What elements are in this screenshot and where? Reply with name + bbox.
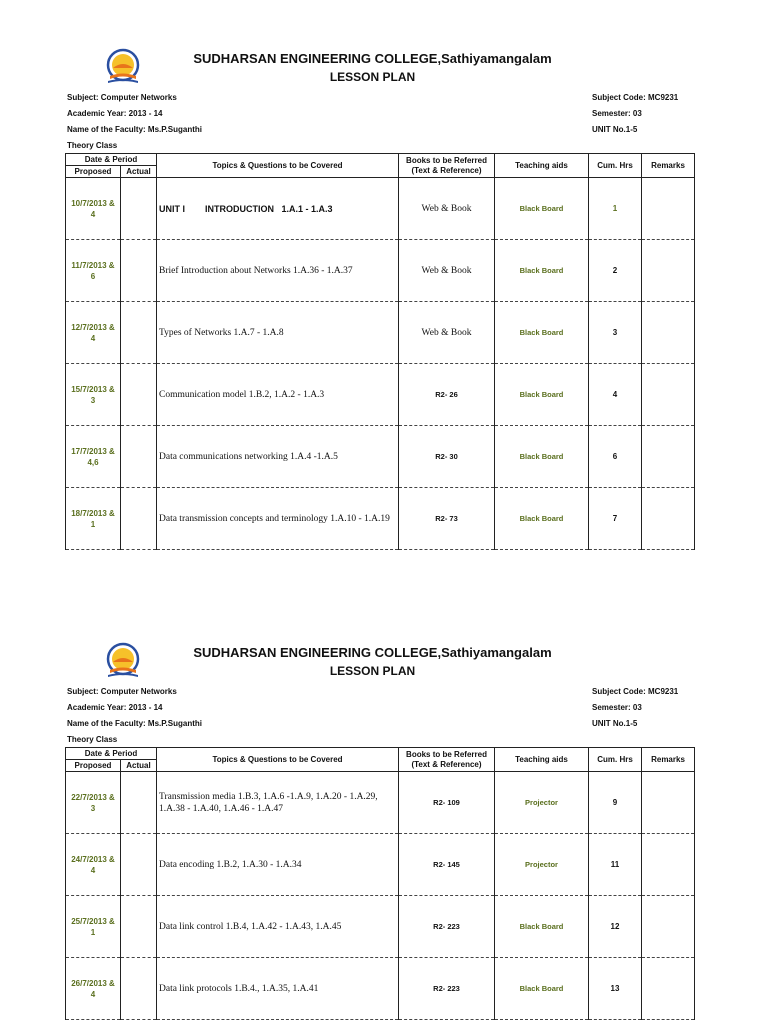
subject: Subject: Computer Networks: [67, 687, 177, 696]
teaching-aid: Black Board: [495, 958, 589, 1020]
remarks: [642, 364, 695, 426]
subject: Subject: Computer Networks: [67, 93, 177, 102]
topics-header: Topics & Questions to be Covered: [157, 154, 399, 178]
date-period-header: Date & Period: [66, 154, 157, 166]
cum-hrs: 7: [589, 488, 642, 550]
cum-hrs: 12: [589, 896, 642, 958]
cum-hrs: 11: [589, 834, 642, 896]
proposed-date-line1: 26/7/2013 &: [71, 978, 115, 988]
topic: Data communications networking 1.A.4 -1.A.5: [157, 426, 399, 488]
proposed-date-line1: 22/7/2013 &: [71, 792, 115, 802]
proposed-period: 3: [90, 803, 96, 813]
teaching-aids-header: Teaching aids: [495, 154, 589, 178]
topic: Data transmission concepts and terminology 1.A.10 - 1.A.19: [157, 488, 399, 550]
remarks: [642, 834, 695, 896]
remarks: [642, 426, 695, 488]
semester: Semester: 03: [592, 703, 642, 712]
unit-number: UNIT No.1-5: [592, 125, 638, 134]
lesson-plan-table: [65, 153, 695, 550]
cum-hrs: 6: [589, 426, 642, 488]
cum-hrs: 3: [589, 302, 642, 364]
topic: Brief Introduction about Networks 1.A.36 - 1.A.37: [157, 240, 399, 302]
book-reference: R2- 145: [399, 834, 495, 896]
academic-year: Academic Year: 2013 - 14: [67, 703, 163, 712]
table-row: [66, 896, 695, 958]
table-row: [66, 240, 695, 302]
cum-hrs-header: Cum. Hrs: [589, 154, 642, 178]
remarks: [642, 488, 695, 550]
proposed-date-line1: 11/7/2013 &: [71, 260, 115, 270]
topic: UNIT I INTRODUCTION 1.A.1 - 1.A.3: [157, 178, 399, 240]
proposed-period: 1: [90, 519, 96, 529]
lesson-plan-page-2: [0, 594, 768, 1024]
topic: Data link protocols 1.B.4., 1.A.35, 1.A.41: [157, 958, 399, 1020]
book-reference: R2- 223: [399, 958, 495, 1020]
proposed-date: [66, 488, 121, 550]
proposed-date: [66, 834, 121, 896]
proposed-date-line1: 25/7/2013 &: [71, 916, 115, 926]
lesson-plan-title: LESSON PLAN: [329, 70, 416, 84]
subject-code: Subject Code: MC9231: [592, 93, 679, 102]
proposed-date: [66, 364, 121, 426]
books-header: [399, 154, 495, 178]
proposed-header: Proposed: [66, 166, 121, 178]
book-reference: R2- 26: [399, 364, 495, 426]
remarks: [642, 240, 695, 302]
table-row: [66, 488, 695, 550]
lesson-plan-table: [65, 747, 695, 1020]
topics-header: Topics & Questions to be Covered: [157, 748, 399, 772]
actual-date: [121, 302, 157, 364]
actual-header: Actual: [121, 166, 157, 178]
proposed-date: [66, 178, 121, 240]
book-reference: R2- 30: [399, 426, 495, 488]
actual-date: [121, 772, 157, 834]
remarks: [642, 958, 695, 1020]
remarks: [642, 896, 695, 958]
proposed-date-line1: 18/7/2013 &: [71, 508, 115, 518]
table-row: [66, 178, 695, 240]
table-row: [66, 834, 695, 896]
actual-date: [121, 426, 157, 488]
cum-hrs: 2: [589, 240, 642, 302]
proposed-period: 4: [90, 989, 96, 999]
table-row: [66, 302, 695, 364]
lesson-plan-title: LESSON PLAN: [329, 664, 416, 678]
proposed-date-line1: 15/7/2013 &: [71, 384, 115, 394]
teaching-aid: Black Board: [495, 488, 589, 550]
proposed-date-line1: 17/7/2013 &: [71, 446, 115, 456]
proposed-date: [66, 896, 121, 958]
actual-date: [121, 896, 157, 958]
proposed-period: 6: [90, 271, 96, 281]
books-header-line1: Books to be Referred: [406, 749, 487, 759]
table-row: [66, 958, 695, 1020]
book-reference: Web & Book: [399, 240, 495, 302]
proposed-period: 1: [90, 927, 96, 937]
topic: Transmission media 1.B.3, 1.A.6 -1.A.9, 1.A.20 - 1.A.29, 1.A.38 - 1.A.40, 1.A.46 - 1.A.47: [157, 772, 399, 834]
cum-hrs: 1: [589, 178, 642, 240]
proposed-period: 4,6: [87, 457, 99, 467]
cum-hrs: 9: [589, 772, 642, 834]
actual-date: [121, 240, 157, 302]
books-header-line1: Books to be Referred: [406, 155, 487, 165]
actual-date: [121, 364, 157, 426]
teaching-aid: Projector: [495, 772, 589, 834]
semester: Semester: 03: [592, 109, 642, 118]
teaching-aid: Black Board: [495, 896, 589, 958]
cum-hrs-header: Cum. Hrs: [589, 748, 642, 772]
proposed-date: [66, 958, 121, 1020]
remarks-header: Remarks: [642, 748, 695, 772]
proposed-period: 4: [90, 209, 96, 219]
academic-year: Academic Year: 2013 - 14: [67, 109, 163, 118]
table-row: [66, 364, 695, 426]
actual-header: Actual: [121, 760, 157, 772]
teaching-aid: Black Board: [495, 426, 589, 488]
subject-code: Subject Code: MC9231: [592, 687, 679, 696]
actual-date: [121, 178, 157, 240]
date-period-header: Date & Period: [66, 748, 157, 760]
table-row: [66, 772, 695, 834]
proposed-date: [66, 302, 121, 364]
teaching-aid: Black Board: [495, 178, 589, 240]
topic: Types of Networks 1.A.7 - 1.A.8: [157, 302, 399, 364]
actual-date: [121, 834, 157, 896]
proposed-date: [66, 426, 121, 488]
topic: Communication model 1.B.2, 1.A.2 - 1.A.3: [157, 364, 399, 426]
proposed-period: 4: [90, 333, 96, 343]
teaching-aid: Projector: [495, 834, 589, 896]
cum-hrs: 4: [589, 364, 642, 426]
book-reference: R2- 73: [399, 488, 495, 550]
proposed-date-line1: 12/7/2013 &: [71, 322, 115, 332]
book-reference: Web & Book: [399, 178, 495, 240]
book-reference: R2- 109: [399, 772, 495, 834]
proposed-period: 4: [90, 865, 96, 875]
proposed-header: Proposed: [66, 760, 121, 772]
table-row: [66, 426, 695, 488]
theory-class-label: Theory Class: [67, 141, 118, 150]
faculty-name: Name of the Faculty: Ms.P.Suganthi: [67, 719, 202, 728]
proposed-date-line1: 24/7/2013 &: [71, 854, 115, 864]
remarks: [642, 178, 695, 240]
college-name: SUDHARSAN ENGINEERING COLLEGE,Sathiyamangalam: [193, 645, 552, 660]
proposed-date: [66, 240, 121, 302]
cum-hrs: 13: [589, 958, 642, 1020]
topic: Data encoding 1.B.2, 1.A.30 - 1.A.34: [157, 834, 399, 896]
books-header-line2: (Text & Reference): [411, 165, 482, 175]
actual-date: [121, 488, 157, 550]
book-reference: Web & Book: [399, 302, 495, 364]
remarks-header: Remarks: [642, 154, 695, 178]
book-reference: R2- 223: [399, 896, 495, 958]
books-header: [399, 748, 495, 772]
actual-date: [121, 958, 157, 1020]
unit-number: UNIT No.1-5: [592, 719, 638, 728]
teaching-aids-header: Teaching aids: [495, 748, 589, 772]
topic: Data link control 1.B.4, 1.A.42 - 1.A.43, 1.A.45: [157, 896, 399, 958]
teaching-aid: Black Board: [495, 240, 589, 302]
remarks: [642, 772, 695, 834]
theory-class-label: Theory Class: [67, 735, 118, 744]
proposed-date: [66, 772, 121, 834]
remarks: [642, 302, 695, 364]
college-name: SUDHARSAN ENGINEERING COLLEGE,Sathiyamangalam: [193, 51, 552, 66]
teaching-aid: Black Board: [495, 302, 589, 364]
faculty-name: Name of the Faculty: Ms.P.Suganthi: [67, 125, 202, 134]
teaching-aid: Black Board: [495, 364, 589, 426]
books-header-line2: (Text & Reference): [411, 759, 482, 769]
proposed-period: 3: [90, 395, 96, 405]
proposed-date-line1: 10/7/2013 &: [71, 198, 115, 208]
